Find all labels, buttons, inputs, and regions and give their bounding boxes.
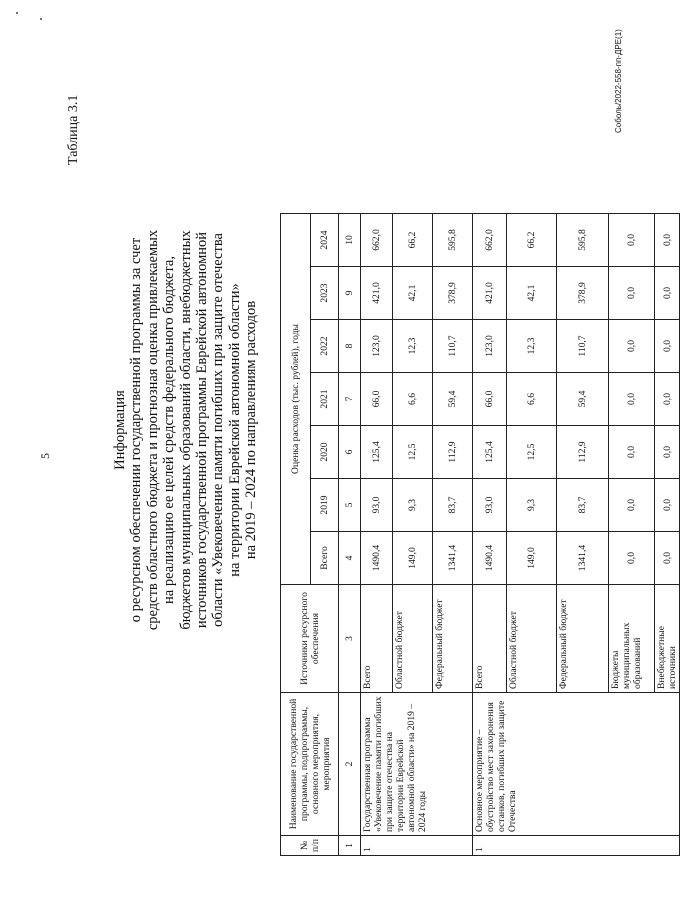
value-cell: 12,5	[507, 426, 557, 479]
value-cell: 595,8	[433, 214, 473, 267]
heading-line: на территории Еврейской автономной области»	[226, 283, 243, 577]
value-cell: 0,0	[609, 214, 655, 267]
value-cell: 12,5	[393, 426, 433, 479]
resource-table	[280, 213, 680, 856]
value-cell: 83,7	[433, 479, 473, 532]
column-index: 1	[339, 836, 361, 856]
program-name: Государственная программа «Увековечение памяти погибших при защите отечества на территории Еврейской автономной области» на 2019 – 2024 годы	[361, 693, 473, 836]
value-cell: 110,7	[433, 320, 473, 373]
value-cell: 112,9	[433, 426, 473, 479]
source-cell: Всего	[473, 585, 507, 693]
header-source: Источники ресурсного обеспечения	[281, 585, 339, 693]
column-index: 5	[339, 479, 361, 532]
value-cell: 0,0	[655, 532, 680, 585]
table-row	[361, 214, 393, 856]
column-index: 2	[339, 693, 361, 836]
value-cell: 6,6	[507, 373, 557, 426]
row-number: 1	[361, 836, 473, 856]
heading-line: Информация	[112, 390, 128, 470]
value-cell: 9,3	[393, 479, 433, 532]
value-cell: 1490,4	[473, 532, 507, 585]
header-name: Наименование государственной программы, подпрограммы, основного мероприятия, мероприятия	[281, 693, 339, 836]
table-label: Таблица 3.1	[66, 94, 81, 165]
heading-line: источников государственной программы Еврейской автономной	[194, 231, 211, 629]
source-cell: Областной бюджет	[507, 585, 557, 693]
value-cell: 66,2	[507, 214, 557, 267]
page-number: 5	[38, 453, 52, 459]
value-cell: 1490,4	[361, 532, 393, 585]
value-cell: 112,9	[557, 426, 609, 479]
value-cell: 0,0	[609, 373, 655, 426]
value-cell: 66,0	[473, 373, 507, 426]
year-header: 2019	[311, 479, 339, 532]
table-row	[473, 214, 507, 856]
scan-speck	[16, 12, 18, 14]
value-cell: 93,0	[473, 479, 507, 532]
header-number: № п/п	[281, 836, 339, 856]
value-cell: 0,0	[609, 532, 655, 585]
value-cell: 421,0	[473, 267, 507, 320]
source-cell: Бюджеты муниципальных образований	[609, 585, 655, 693]
value-cell: 12,3	[507, 320, 557, 373]
value-cell: 421,0	[361, 267, 393, 320]
header-estimate: Оценка расходов (тыс. рублей), годы	[281, 214, 311, 585]
value-cell: 378,9	[433, 267, 473, 320]
value-cell: 0,0	[609, 267, 655, 320]
program-name: Основное мероприятие – обустройство мест захоронения останков, погибших при защите Отечества	[473, 693, 680, 836]
value-cell: 59,4	[433, 373, 473, 426]
value-cell: 149,0	[507, 532, 557, 585]
value-cell: 125,4	[361, 426, 393, 479]
document-footer: Соболь/2022-558-пп-ДРЕ(1)	[614, 29, 623, 133]
value-cell: 1341,4	[433, 532, 473, 585]
value-cell: 42,1	[507, 267, 557, 320]
value-cell: 66,0	[361, 373, 393, 426]
value-cell: 125,4	[473, 426, 507, 479]
value-cell: 662,0	[361, 214, 393, 267]
value-cell: 595,8	[557, 214, 609, 267]
column-index: 4	[339, 532, 361, 585]
column-index: 9	[339, 267, 361, 320]
column-index: 7	[339, 373, 361, 426]
column-index: 8	[339, 320, 361, 373]
column-index: 3	[339, 585, 361, 693]
value-cell: 83,7	[557, 479, 609, 532]
value-cell: 59,4	[557, 373, 609, 426]
source-cell: Федеральный бюджет	[557, 585, 609, 693]
scan-speck	[40, 18, 42, 20]
year-header: 2021	[311, 373, 339, 426]
value-cell: 12,3	[393, 320, 433, 373]
year-header: 2020	[311, 426, 339, 479]
value-cell: 93,0	[361, 479, 393, 532]
value-cell: 123,0	[361, 320, 393, 373]
value-cell: 1341,4	[557, 532, 609, 585]
value-cell: 9,3	[507, 479, 557, 532]
value-cell: 0,0	[655, 373, 680, 426]
value-cell: 662,0	[473, 214, 507, 267]
value-cell: 0,0	[655, 320, 680, 373]
value-cell: 66,2	[393, 214, 433, 267]
heading-line: области «Увековечение памяти погибших при защите отечества	[210, 233, 227, 627]
value-cell: 0,0	[655, 426, 680, 479]
value-cell: 0,0	[655, 479, 680, 532]
year-header: 2023	[311, 267, 339, 320]
heading-line: о ресурсном обеспечении государственной программы за счет	[128, 237, 145, 623]
value-cell: 110,7	[557, 320, 609, 373]
value-cell: 0,0	[609, 426, 655, 479]
heading-line: бюджетов муниципальных образований области, внебюджетных	[177, 230, 194, 630]
year-header: Всего	[311, 532, 339, 585]
value-cell: 123,0	[473, 320, 507, 373]
value-cell: 0,0	[655, 267, 680, 320]
value-cell: 42,1	[393, 267, 433, 320]
heading-line: средств областного бюджета и прогнозная оценка привлекаемых	[144, 229, 161, 631]
value-cell: 0,0	[609, 479, 655, 532]
value-cell: 6,6	[393, 373, 433, 426]
source-cell: Всего	[361, 585, 393, 693]
value-cell: 149,0	[393, 532, 433, 585]
source-cell: Областной бюджет	[393, 585, 433, 693]
year-header: 2024	[311, 214, 339, 267]
row-number: 1	[473, 836, 680, 856]
heading-line: на 2019 – 2024 по направлениям расходов	[243, 300, 260, 560]
heading-line: на реализацию ее целей средств федерального бюджета,	[161, 256, 178, 604]
year-header: 2022	[311, 320, 339, 373]
source-cell: Федеральный бюджет	[433, 585, 473, 693]
column-index: 6	[339, 426, 361, 479]
value-cell: 0,0	[655, 214, 680, 267]
value-cell: 0,0	[609, 320, 655, 373]
column-index: 10	[339, 214, 361, 267]
value-cell: 378,9	[557, 267, 609, 320]
source-cell: Внебюджетные источники	[655, 585, 680, 693]
document-heading	[112, 195, 260, 665]
